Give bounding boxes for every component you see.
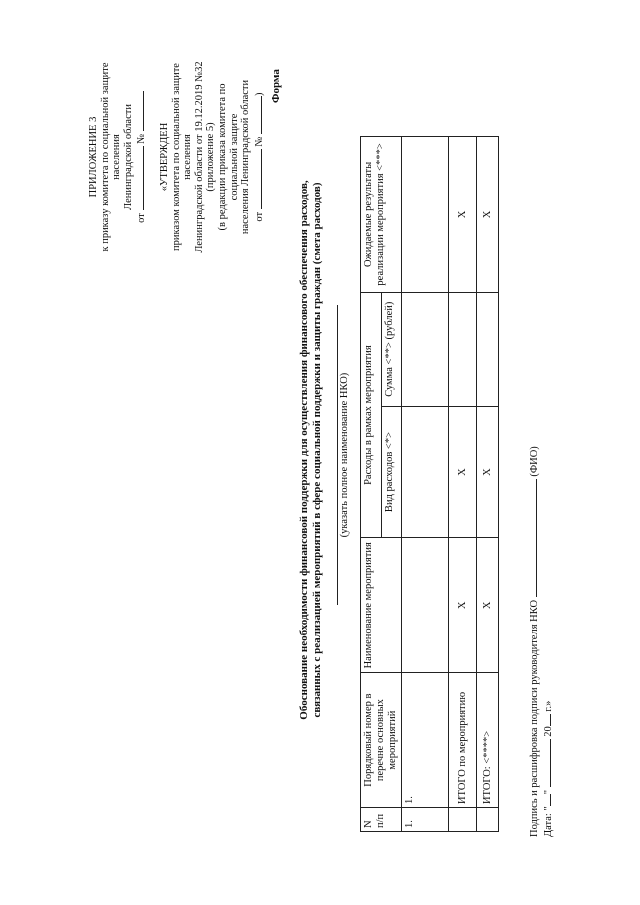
signature-line: Подпись и расшифровка подписи руководителя НКО (ФИО) <box>529 446 540 837</box>
edition-line: населения Ленинградской области <box>240 79 252 235</box>
expense-table <box>360 136 499 832</box>
approved-line: Ленинградской области от 19.12.2019 №32 <box>193 61 205 253</box>
form-label: Форма <box>270 69 282 103</box>
edition-line: (в редакции приказа комитета по социальной защите <box>216 83 240 231</box>
header-num: N п/п <box>361 808 402 832</box>
approved-line: (приложение 5) <box>205 122 217 192</box>
date-line: Дата: "" 20 г.» <box>543 700 554 837</box>
edition-date-number: от № ) <box>253 92 265 222</box>
nko-caption: (указать полное наименование НКО) <box>339 372 350 538</box>
header-expenses-group: Расходы в рамках мероприятия <box>361 292 382 538</box>
approval-header <box>88 57 265 257</box>
appendix-line: к приказу комитета по социальной защите населения <box>99 62 123 252</box>
table-row: ИТОГО: <****> X X X <box>477 137 499 832</box>
nko-name-line <box>337 305 338 605</box>
header-results: Ожидаемые результаты реализации мероприятия <***> <box>361 137 402 293</box>
header-ordinal: Порядковый номер в перечне основных мероприятий <box>361 673 402 808</box>
appendix-title: ПРИЛОЖЕНИЕ 3 <box>88 116 99 198</box>
approved-line: приказом комитета по социальной защите населения <box>170 63 194 251</box>
document-title <box>298 105 324 795</box>
header-name: Наименование мероприятия <box>361 538 402 673</box>
approved-title: «УТВЕРЖДЕН <box>158 122 170 192</box>
appendix-line: Ленинградской области <box>122 104 134 210</box>
signature-block <box>527 446 555 837</box>
header-expense-type: Вид расходов <*> <box>381 406 402 538</box>
header-amount: Сумма <**> (рублей) <box>381 292 402 406</box>
title-line: Обоснование необходимости финансовой поддержки для осуществления финансового обеспечения расходов, <box>298 180 310 720</box>
title-line: связанных с реализацией мероприятий в сфере социальной поддержки и защиты граждан (смета расходов) <box>311 182 323 718</box>
table-row: ИТОГО по мероприятию X X X <box>449 137 477 832</box>
table-row: 1. 1. <box>402 137 449 832</box>
table-header-row <box>361 137 382 832</box>
appendix-date-number: от № <box>134 57 148 257</box>
